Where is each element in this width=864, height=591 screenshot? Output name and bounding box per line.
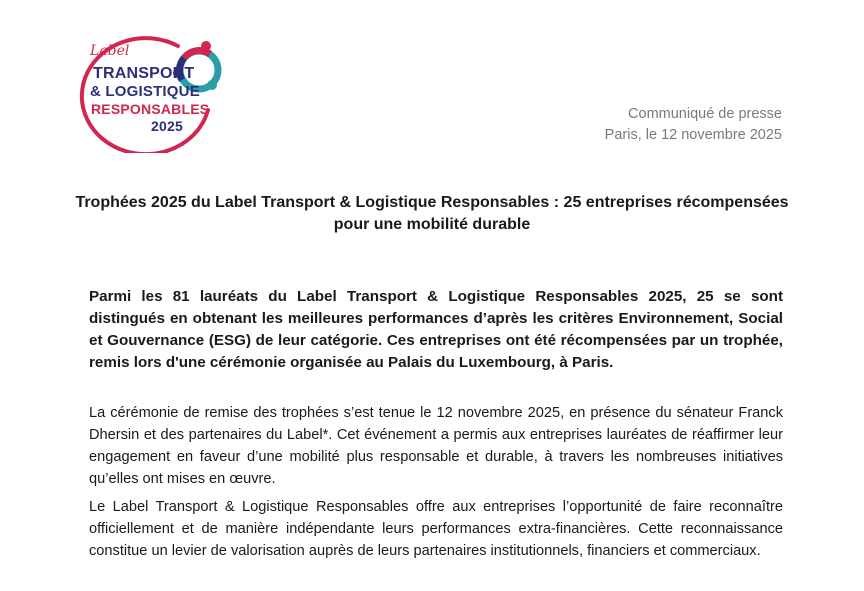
logo-line-responsables: RESPONSABLES xyxy=(91,101,210,117)
logo-line-year: 2025 xyxy=(151,118,183,134)
logo-line-logistique: & LOGISTIQUE xyxy=(90,83,200,100)
logo-label-word: Label xyxy=(90,43,130,59)
body-paragraph-2: Le Label Transport & Logistique Responsables offre aux entreprises l’opportunité de faire reconnaître officiellement et de manière indépendante leurs performances extra-financières. Cette reconnaissance constitue un levier de valorisation auprès de leurs partenaires institutionnels, financiers et commerciaux. xyxy=(89,499,783,559)
press-release-meta xyxy=(605,104,782,146)
label-logo xyxy=(60,18,230,153)
lead-paragraph: Parmi les 81 lauréats du Label Transport & Logistique Responsables 2025, 25 se sont distingués en obtenant les meilleures performances d’après les critères Environnement, Social et Gouvernance (ESG) de leur catégorie. Ces entreprises ont été récompensées par un trophée, remis lors d'une cérémonie organisée au Palais du Luxembourg, à Paris. xyxy=(89,288,783,371)
page-title: Trophées 2025 du Label Transport & Logistique Responsables : 25 entreprises récompensées pour une mobilité durable xyxy=(75,194,789,233)
body-paragraph-1: La cérémonie de remise des trophées s’est tenue le 12 novembre 2025, en présence du sénateur Franck Dhersin et des partenaires du Label*. Cet événement a permis aux entreprises lauréates de réaffirmer leur engagement en faveur d’une mobilité plus responsable et durable, à travers les nombreuses initiatives qu’elles ont mises en œuvre. xyxy=(89,405,783,487)
logo-line-transport: TRANSPORT xyxy=(93,65,195,82)
document-date: Paris, le 12 novembre 2025 xyxy=(604,127,782,143)
document-type: Communiqué de presse xyxy=(628,106,782,122)
